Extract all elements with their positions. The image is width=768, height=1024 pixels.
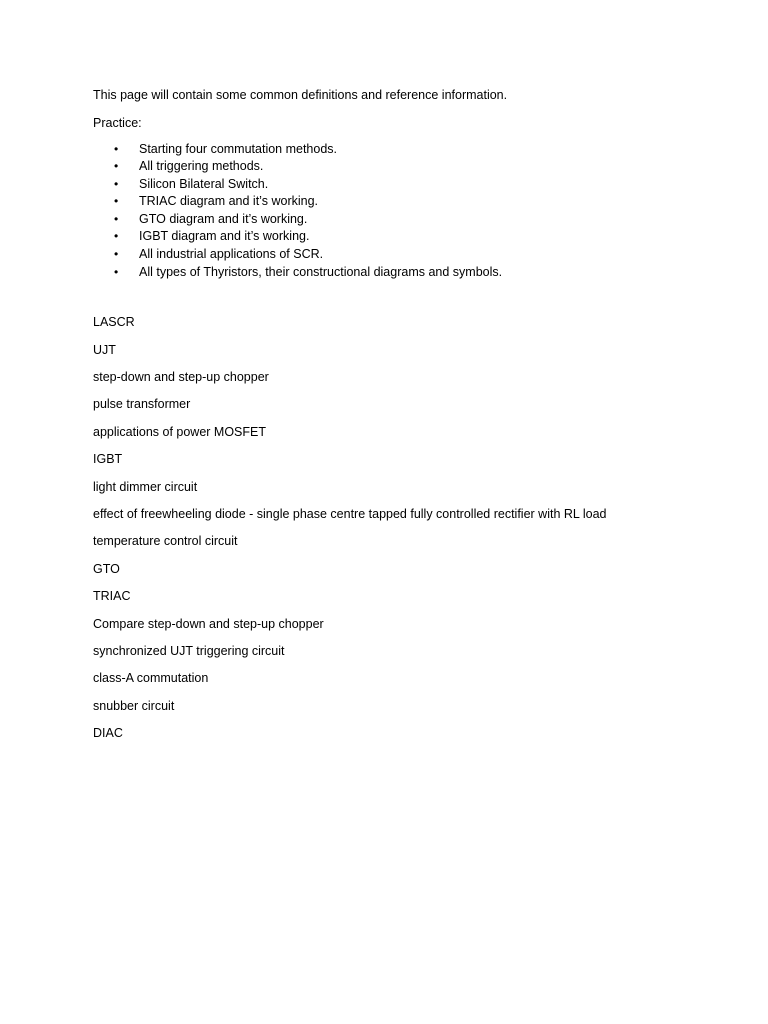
bullet-icon: • bbox=[114, 229, 119, 244]
topic-line: step-down and step-up chopper bbox=[93, 370, 269, 385]
bullet-icon: • bbox=[114, 264, 119, 279]
list-item-text: All industrial applications of SCR. bbox=[139, 247, 324, 262]
topic-line: class-A commutation bbox=[93, 671, 209, 686]
topic-line: UJT bbox=[93, 342, 116, 357]
list-item bbox=[93, 159, 713, 177]
topic-line: DIAC bbox=[93, 726, 123, 741]
bullet-icon: • bbox=[114, 176, 119, 191]
practice-list bbox=[93, 142, 713, 283]
bullet-icon: • bbox=[114, 159, 119, 174]
topic-line: snubber circuit bbox=[93, 698, 175, 713]
intro-text: This page will contain some common definitions and reference information. bbox=[93, 88, 508, 102]
topic-line: IGBT bbox=[93, 452, 123, 467]
list-item-text: All types of Thyristors, their constructional diagrams and symbols. bbox=[139, 264, 503, 279]
document-page bbox=[93, 88, 713, 754]
list-item bbox=[93, 142, 713, 160]
bullet-icon: • bbox=[114, 141, 119, 156]
list-item-text: All triggering methods. bbox=[139, 159, 264, 174]
topic-line: Compare step-down and step-up chopper bbox=[93, 616, 324, 631]
topic-line: synchronized UJT triggering circuit bbox=[93, 643, 285, 658]
list-item-text: GTO diagram and it’s working. bbox=[139, 211, 308, 226]
topic-line: LASCR bbox=[93, 315, 135, 330]
bullet-icon: • bbox=[114, 247, 119, 262]
bullet-icon: • bbox=[114, 194, 119, 209]
list-item bbox=[93, 177, 713, 195]
topic-line: TRIAC bbox=[93, 589, 131, 604]
list-item bbox=[93, 265, 713, 283]
topic-line: light dimmer circuit bbox=[93, 479, 198, 494]
list-item-text: TRIAC diagram and it’s working. bbox=[139, 194, 319, 209]
topic-line: temperature control circuit bbox=[93, 534, 238, 549]
topic-line: applications of power MOSFET bbox=[93, 424, 266, 439]
list-item bbox=[93, 194, 713, 212]
list-item-text: Starting four commutation methods. bbox=[139, 141, 338, 156]
topics-list bbox=[93, 315, 713, 753]
list-item bbox=[93, 247, 713, 265]
topic-line: GTO bbox=[93, 561, 120, 576]
list-item bbox=[93, 229, 713, 247]
practice-heading: Practice: bbox=[93, 115, 142, 130]
list-item bbox=[93, 212, 713, 230]
section-spacer bbox=[93, 282, 713, 315]
bullet-icon: • bbox=[114, 211, 119, 226]
topic-line: effect of freewheeling diode - single phase centre tapped fully controlled rectifier with RL load bbox=[93, 506, 607, 521]
list-item-text: IGBT diagram and it’s working. bbox=[139, 229, 310, 244]
list-item-text: Silicon Bilateral Switch. bbox=[139, 176, 269, 191]
topic-line: pulse transformer bbox=[93, 397, 191, 412]
